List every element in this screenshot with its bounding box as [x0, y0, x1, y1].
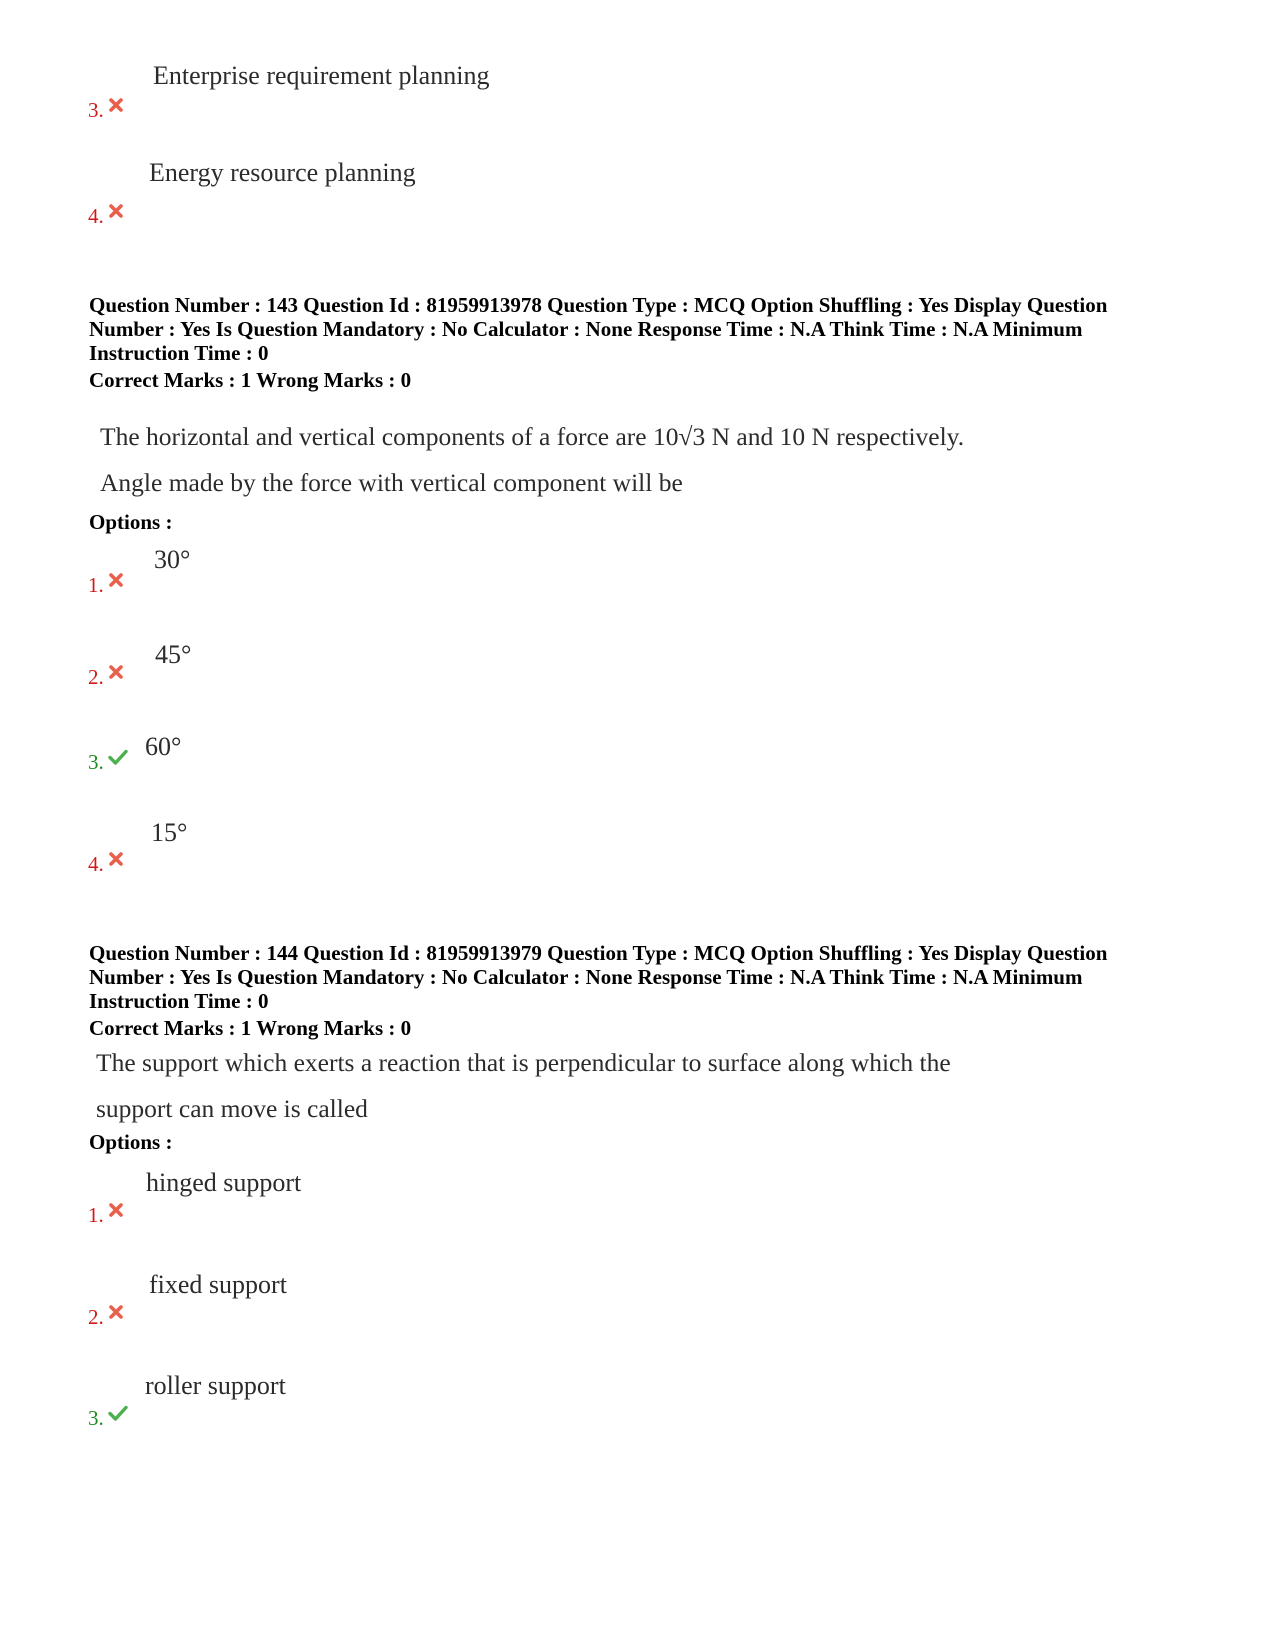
- question-meta-line: Question Number : 144 Question Id : 81959913979 Question Type : MCQ Option Shuffling : Yes Display Question: [89, 941, 1108, 965]
- option-marker: [88, 1304, 124, 1330]
- wrong-cross-icon: [108, 1304, 124, 1320]
- option-marker: [88, 97, 124, 123]
- option-text: hinged support: [146, 1168, 302, 1197]
- option-number: 3.: [88, 1406, 104, 1430]
- option-number: 3.: [88, 750, 104, 774]
- question-meta: [89, 293, 1199, 365]
- option-marker: [88, 749, 128, 775]
- question-text-line: [100, 422, 964, 452]
- options-label: Options :: [89, 510, 173, 534]
- question-marks: Correct Marks : 1 Wrong Marks : 0: [89, 368, 412, 392]
- wrong-cross-icon: [108, 664, 124, 680]
- wrong-cross-icon: [108, 572, 124, 588]
- option-marker: [88, 1405, 128, 1431]
- option-number: 4.: [88, 852, 104, 876]
- question-meta-line: Number : Yes Is Question Mandatory : No Calculator : None Response Time : N.A Think Time : N.A Minimum: [89, 965, 1083, 989]
- wrong-cross-icon: [108, 1202, 124, 1218]
- option-number: 2.: [88, 1305, 104, 1329]
- question-text-line: support can move is called: [96, 1094, 368, 1123]
- option-text: roller support: [145, 1371, 286, 1400]
- question-meta-line: Instruction Time : 0: [89, 989, 269, 1013]
- option-marker: [88, 851, 124, 877]
- option-number: 2.: [88, 665, 104, 689]
- option-text: fixed support: [149, 1270, 287, 1299]
- question-meta-line: Question Number : 143 Question Id : 81959913978 Question Type : MCQ Option Shuffling : Yes Display Question: [89, 293, 1108, 317]
- question-text-part: N and 10 N respectively.: [705, 422, 965, 451]
- question-marks: Correct Marks : 1 Wrong Marks : 0: [89, 1016, 412, 1040]
- options-label: Options :: [89, 1130, 173, 1154]
- question-meta: [89, 941, 1199, 1013]
- correct-check-icon: [108, 749, 128, 765]
- option-marker: [88, 572, 124, 598]
- option-text: 60°: [145, 732, 182, 761]
- question-meta-line: Instruction Time : 0: [89, 341, 269, 365]
- option-text: 30°: [154, 545, 191, 574]
- option-text: 15°: [151, 818, 188, 847]
- wrong-cross-icon: [108, 203, 124, 219]
- option-number: 1.: [88, 1203, 104, 1227]
- question-text-line: Angle made by the force with vertical component will be: [100, 468, 683, 497]
- option-marker: [88, 664, 124, 690]
- option-marker: [88, 203, 124, 229]
- wrong-cross-icon: [108, 851, 124, 867]
- correct-check-icon: [108, 1405, 128, 1421]
- question-text-line: The support which exerts a reaction that is perpendicular to surface along which the: [96, 1048, 951, 1077]
- question-meta-line: Number : Yes Is Question Mandatory : No Calculator : None Response Time : N.A Think Time : N.A Minimum: [89, 317, 1083, 341]
- option-text: Energy resource planning: [149, 158, 416, 187]
- option-marker: [88, 1202, 124, 1228]
- option-number: 1.: [88, 573, 104, 597]
- option-text: Enterprise requirement planning: [153, 61, 490, 90]
- wrong-cross-icon: [108, 97, 124, 113]
- option-number: 3.: [88, 98, 104, 122]
- option-text: 45°: [155, 640, 192, 669]
- option-number: 4.: [88, 204, 104, 228]
- math-sqrt: √3: [678, 422, 706, 451]
- question-text-part: The horizontal and vertical components of a force are 10: [100, 422, 679, 451]
